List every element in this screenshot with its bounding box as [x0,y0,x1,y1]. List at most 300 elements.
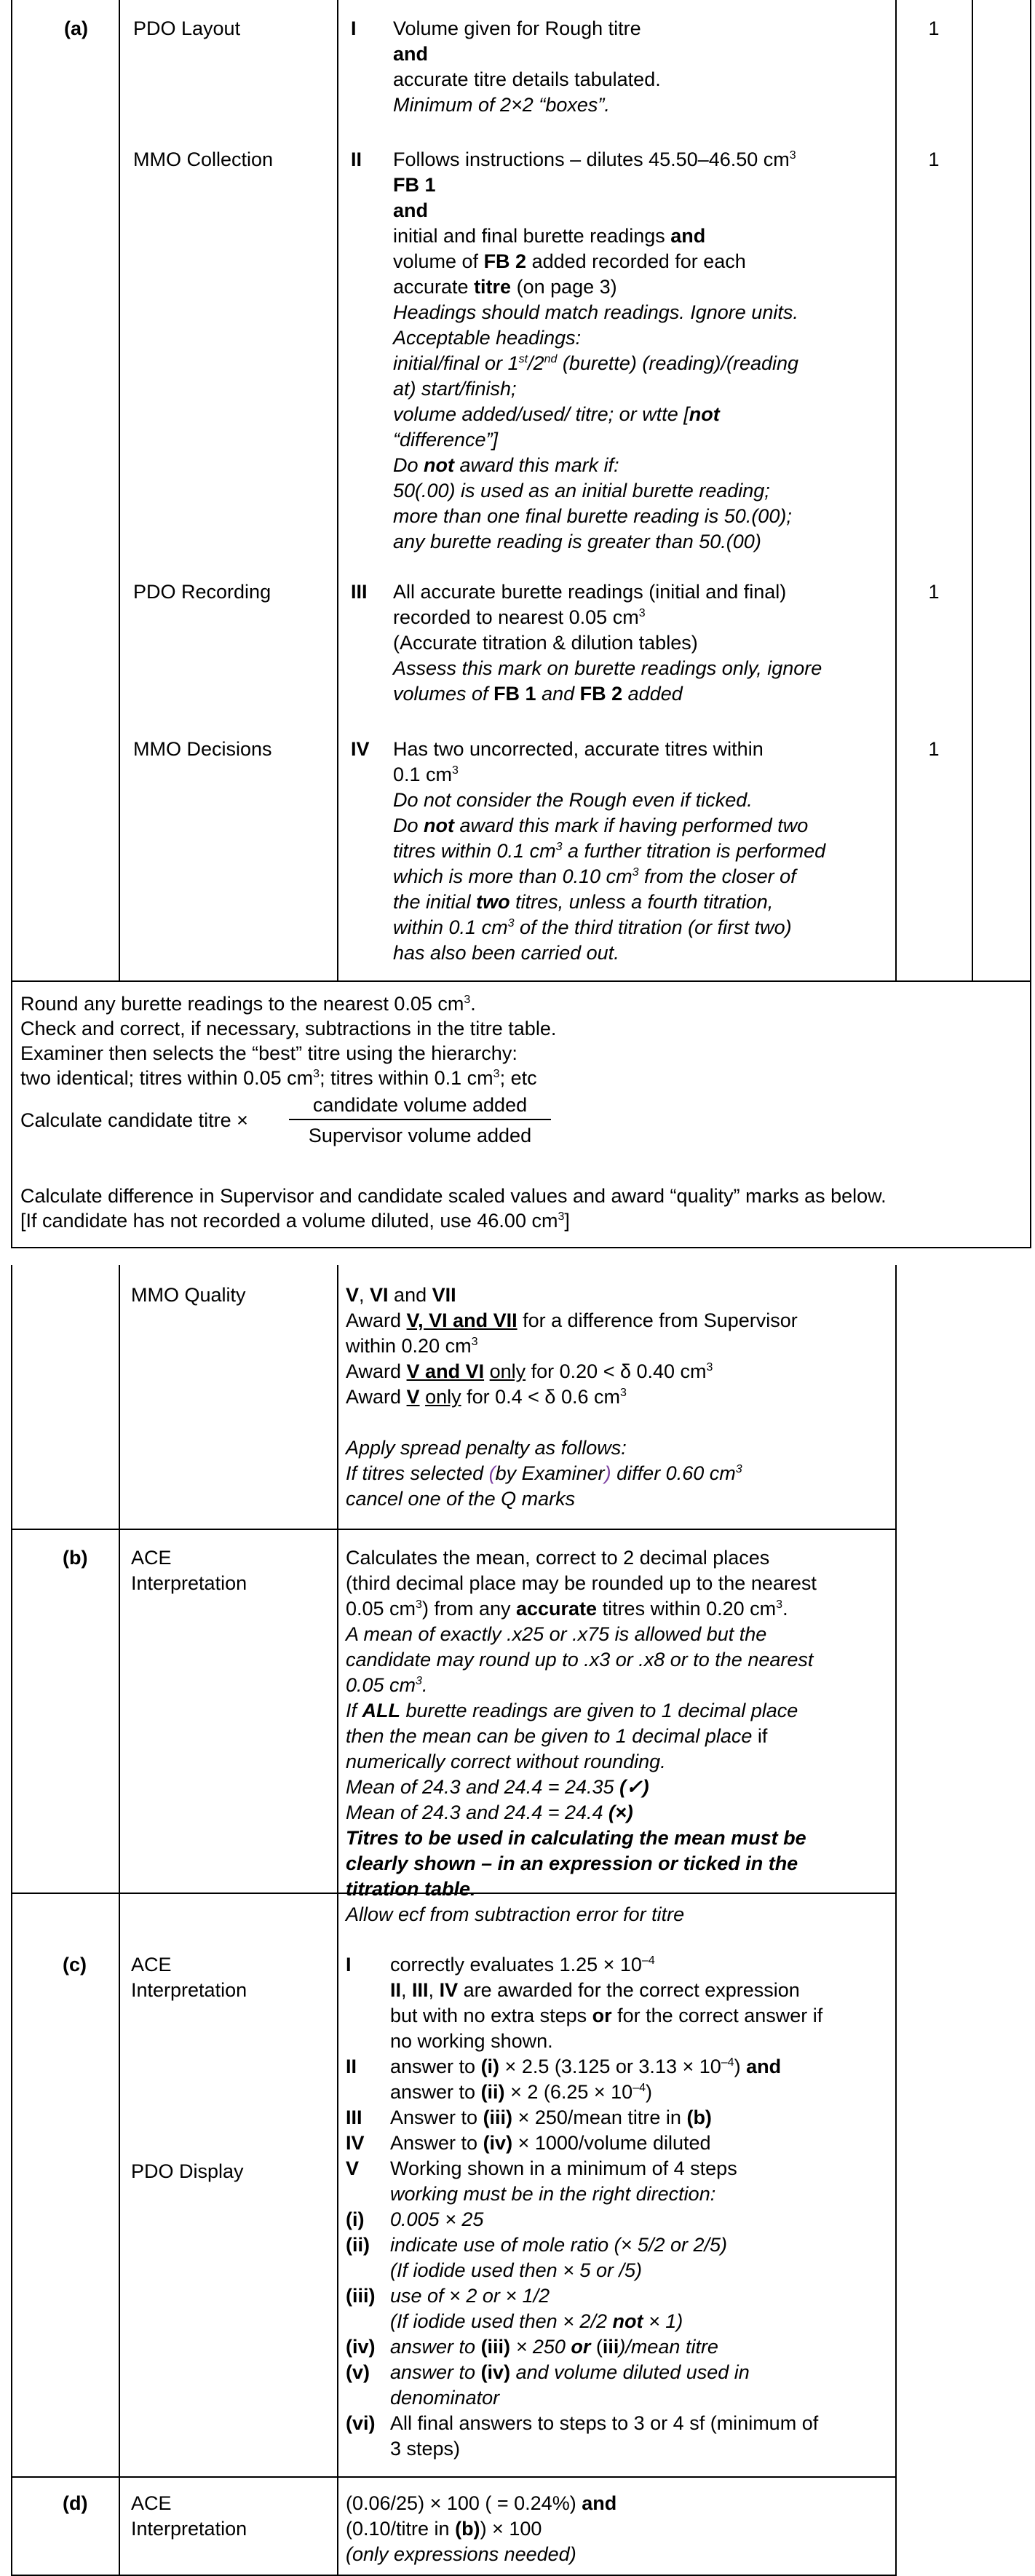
text-line [346,1698,798,1724]
mark-point-numeral: III [351,581,368,603]
superscript: 3 [471,1336,478,1348]
text-run: ; etc [499,1067,537,1089]
text-run: (×) [608,1802,633,1823]
text-line [346,1876,476,1902]
text-run: titration table. [346,1878,476,1900]
text-run: initial/final or 1 [393,352,519,374]
text-line [346,1461,742,1486]
item-text [390,2131,711,2156]
text-run: V [406,1386,420,1408]
text-line [393,173,436,198]
text-run: Award [346,1386,407,1408]
text-line [393,915,792,940]
text-run: (iii) [483,2107,513,2128]
mark-value: 1 [928,148,940,170]
text-line [346,1435,627,1461]
text-run: ( [590,2336,603,2358]
text-line [393,839,825,864]
item-key: (iii) [346,2285,376,2307]
text-run: working must be in the right direction: [390,2183,716,2205]
text-run: Answer to [390,2107,483,2128]
item-text [390,2054,781,2080]
text-run: titres, unless a fourth titration, [509,891,774,913]
text-run: FB 1 [493,683,536,705]
text-line [393,325,581,351]
mark-value: 1 [928,581,940,603]
item-text [390,1978,800,2003]
text-line [393,41,428,67]
text-line [393,762,459,788]
text-run: × 2.5 (3.125 or 3.13 × 10 [499,2056,721,2077]
text-line [393,889,773,915]
text-run: and [746,2056,782,2077]
item-key: V [346,2157,360,2179]
superscript: 3 [632,866,639,879]
text-run: (b) [455,2518,480,2540]
text-line [346,1486,575,1512]
text-line [393,427,498,453]
text-run: not [689,403,720,425]
superscript: 3 [776,1598,783,1611]
text-run: indicate use of mole ratio (× 5/2 or 2/5) [390,2234,727,2256]
text-run: accurate titre details tabulated. [393,68,661,90]
text-run: titres within 0.1 cm [393,840,556,862]
text-run: Mean of 24.3 and 24.4 = 24.35 [346,1776,620,1798]
text-run: Working shown in a minimum of 4 steps [390,2157,737,2179]
text-line [393,274,617,300]
item-key: (ii) [346,2234,370,2256]
item-text [390,2207,483,2232]
text-run: (burette) (reading)/(reading [557,352,799,374]
text-line [346,1851,798,1876]
text-run: 0.05 cm [346,1674,416,1696]
text-line [346,2516,542,2542]
text-run: ] [564,1210,570,1232]
fraction-bar [289,1119,551,1120]
text-run: Acceptable headings: [393,327,582,349]
item-text [390,2411,818,2436]
text-run: of the third titration (or first two) [514,916,792,938]
text-run: (0.06/25) × 100 ( = 0.24%) [346,2492,582,2514]
text-run: and volume diluted used in [510,2361,750,2383]
text-run: . [470,993,476,1015]
text-run: for 0.4 < δ 0.6 cm [461,1386,620,1408]
text-line [393,630,698,656]
text-run: (0.10/titre in [346,2518,456,2540]
text-line [393,223,705,249]
text-run: differ 0.60 cm [611,1462,736,1484]
text-line [393,16,641,41]
text-line [346,1596,788,1622]
text-run: Examiner then selects the “best” titre using the hierarchy: [20,1042,518,1064]
superscript: 3 [735,1463,742,1475]
note-line [20,1184,887,1209]
item-text [390,2258,642,2283]
text-run: two [476,891,510,913]
text-run: (If iodide used then × 2/2 [390,2310,613,2332]
text-run: V [346,1284,360,1306]
text-run: not [424,815,455,836]
text-run: V, VI and VII [406,1309,518,1331]
text-line [346,1800,633,1826]
text-run: Minimum of 2×2 “boxes”. [393,94,610,116]
text-run: answer to [390,2056,481,2077]
text-run: two identical; titres within 0.05 cm [20,1067,314,1089]
text-run: recorded to nearest 0.05 cm [393,606,639,628]
text-line [393,656,822,681]
text-line [393,67,661,92]
text-run: ( [488,1462,496,1484]
text-run: Has two uncorrected, accurate titres within [393,738,764,760]
note-line [20,1016,556,1042]
item-text [390,2080,652,2105]
text-line [346,1333,477,1359]
item-key: II [346,2056,357,2077]
item-text [390,2232,727,2258]
superscript: 3 [416,1675,422,1687]
text-run: Award [346,1309,407,1331]
text-run: accurate [515,1598,598,1620]
text-line [393,402,720,427]
text-run: volume added/used/ titre; or wtte [ [393,403,689,425]
text-line [393,376,517,402]
calc-prefix: Calculate candidate titre × [20,1109,248,1131]
text-run: numerically correct without rounding. [346,1751,666,1772]
text-line [346,2542,576,2567]
text-run: (ii) [480,2081,505,2103]
text-line [393,249,746,274]
note-line [20,991,476,1017]
text-run: titre [474,276,512,298]
text-run: , [359,1284,370,1306]
text-run: cancel one of the Q marks [346,1488,576,1510]
text-line [346,1622,766,1647]
item-text [390,2334,718,2360]
text-run: Mean of 24.3 and 24.4 = 24.4 [346,1802,609,1823]
text-run: ) from any [421,1598,516,1620]
item-key: (iv) [346,2336,376,2358]
superscript: 3 [507,917,515,930]
note-line [20,1066,537,1091]
text-run: for the correct answer if [611,2005,823,2026]
text-run: a further titration is performed [562,840,826,862]
superscript: 3 [416,1598,422,1611]
text-run: and [582,2492,617,2514]
text-run: and [670,225,706,247]
text-line [393,529,761,555]
skill-label: Interpretation [131,2518,247,2540]
text-run: and [393,199,429,221]
text-line [346,1775,649,1800]
superscript: 3 [638,607,646,619]
skill-label: Interpretation [131,1572,247,1594]
text-run: If titres selected [346,1462,489,1484]
text-run: , [428,1979,440,2001]
skill-label: PDO Recording [133,581,271,603]
mark-point-numeral: I [351,17,357,39]
text-run: initial and final burette readings [393,225,671,247]
text-run: Follows instructions – dilutes 45.50–46.50 cm [393,148,790,170]
text-run: but with no extra steps [390,2005,592,2026]
text-run: within 0.1 cm [393,916,508,938]
text-run: then the mean can be given to 1 decimal place [346,1725,753,1747]
text-run: accurate [393,276,475,298]
superscript: 3 [619,1387,627,1399]
text-run: titres within 0.20 cm [597,1598,777,1620]
text-run: (iv) [480,2361,511,2383]
text-line [346,1724,767,1749]
text-line [346,1647,813,1673]
item-text [390,2436,460,2462]
text-run: are awarded for the correct expression [458,1979,800,2001]
text-run: If [346,1700,362,1721]
text-run: has also been carried out. [393,942,619,964]
text-run: 50(.00) is used as an initial burette reading; [393,480,770,502]
text-run: ) [734,2056,747,2077]
text-run: by Examiner [495,1462,605,1484]
text-run: or [571,2336,591,2358]
text-line [346,1902,684,1927]
text-run: not [612,2310,643,2332]
text-run: × 1000/volume diluted [512,2132,711,2154]
superscript: 3 [452,764,459,777]
text-run: and [536,683,580,705]
text-line [346,1571,817,1596]
text-run: × 1) [643,2310,683,2332]
text-line [346,1359,713,1384]
text-line [346,1384,627,1410]
superscript: 3 [464,994,471,1006]
text-run: volumes of [393,683,494,705]
text-line [393,300,798,325]
text-run: Allow ecf from subtraction error for titre [346,1903,685,1925]
text-run: Calculates the mean, correct to 2 decimal places [346,1547,770,1569]
text-run: IV [439,1979,459,2001]
part-label-a: (a) [64,17,88,39]
superscript: nd [544,353,558,365]
text-run: denominator [390,2387,500,2409]
superscript: –4 [641,1954,655,1967]
text-run: 3 steps) [390,2438,461,2460]
item-text [390,1952,655,1978]
text-run: answer to [390,2361,481,2383]
text-run: III [412,1979,429,2001]
part-label: (d) [63,2492,88,2514]
text-line [393,681,683,707]
text-run: and [393,43,429,65]
text-run: (If iodide used then × 5 or /5) [390,2259,642,2281]
text-run: (✓) [619,1776,649,1798]
fraction-denominator: Supervisor volume added [308,1125,532,1146]
mark-point-numeral: IV [351,738,370,760]
text-run: from the closer of [638,865,796,887]
item-text [390,2385,499,2411]
text-run: Do [393,815,424,836]
text-line [393,813,808,839]
text-run: award this mark if having performed two [454,815,809,836]
text-run: )/mean titre [619,2336,718,2358]
item-text [390,2156,737,2181]
item-text [390,2029,553,2054]
item-key: IV [346,2132,365,2154]
text-line [393,504,792,529]
superscript: 3 [555,841,563,853]
text-run: or [592,2005,612,2026]
skill-label: PDO Layout [133,17,241,39]
text-line [393,198,428,223]
item-text [390,2181,715,2207]
mark-value: 1 [928,738,940,760]
text-run: VI [370,1284,389,1306]
text-line [346,1283,456,1308]
part-label: (b) [63,1547,88,1569]
superscript: st [518,353,528,365]
text-run: Volume given for Rough titre [393,17,641,39]
item-text [390,2283,550,2309]
text-line [393,605,646,630]
text-run: (only expressions needed) [346,2543,576,2565]
text-line [393,864,796,889]
skill-label: Interpretation [131,1979,247,2001]
text-run: Apply spread penalty as follows: [346,1437,627,1459]
text-run: use of × 2 or × 1/2 [390,2285,550,2307]
text-run: not [424,454,455,476]
text-line [393,92,610,118]
text-run: 0.005 × 25 [390,2208,484,2230]
text-run: ) [646,2081,652,2103]
skill-label: ACE [131,1954,172,1975]
text-run: (third decimal place may be rounded up to the nearest [346,1572,817,1594]
item-key: III [346,2107,362,2128]
mark-point-numeral: II [351,148,362,170]
text-run: (b) [686,2107,712,2128]
item-key: (vi) [346,2412,376,2434]
text-run: Award [346,1360,407,1382]
text-run: award this mark if: [454,454,619,476]
text-run: “difference”] [393,429,499,451]
text-line [346,1308,798,1333]
item-text [390,2003,822,2029]
text-run: , [401,1979,413,2001]
text-line [393,147,796,173]
superscript: 3 [789,149,796,162]
text-run: Titres to be used in calculating the mean must be [346,1827,806,1849]
text-run: the initial [393,891,477,913]
text-run: II [390,1979,402,2001]
text-run: clearly shown – in an expression or ticked in the [346,1852,798,1874]
text-run: answer to [390,2081,481,2103]
item-text [390,2105,712,2131]
skill-label: ACE [131,2492,172,2514]
text-run: more than one final burette reading is 50.(00); [393,505,792,527]
text-run [484,1360,490,1382]
text-run: Round any burette readings to the nearest 0.05 cm [20,993,464,1015]
skill-label: MMO Collection [133,148,274,170]
text-run: within 0.20 cm [346,1335,472,1357]
skill-label: PDO Display [131,2160,244,2182]
text-run: . [782,1598,788,1620]
text-run: × 2 (6.25 × 10 [504,2081,633,2103]
text-run: Do not consider the Rough even if ticked. [393,789,753,811]
text-line [393,453,619,478]
superscript: 3 [706,1361,713,1374]
text-run: for a difference from Supervisor [517,1309,798,1331]
text-line [346,1749,666,1775]
text-line [346,1545,769,1571]
text-run: V and VI [406,1360,485,1382]
superscript: 3 [313,1068,320,1080]
text-run: FB 2 [579,683,623,705]
text-run: (iv) [483,2132,513,2154]
text-run: answer to [390,2336,481,2358]
text-line [346,1673,427,1698]
text-line [346,1826,806,1851]
text-line [346,2491,616,2516]
text-run: ALL [362,1700,400,1721]
text-run: candidate may round up to .x3 or .x8 or to the nearest [346,1649,814,1671]
text-run: Do [393,454,424,476]
text-run: Assess this mark on burette readings only, ignore [393,657,822,679]
text-run: FB 2 [483,250,527,272]
text-run: volume of [393,250,484,272]
mark-value: 1 [928,17,940,39]
item-text [390,2360,750,2385]
text-run: Calculate difference in Supervisor and candidate scaled values and award “quality” marks as below. [20,1185,887,1207]
text-line [393,579,786,605]
text-run: iii [602,2336,619,2358]
text-run: only [425,1386,461,1408]
text-run: ; titres within 0.1 cm [320,1067,493,1089]
text-run: only [489,1360,526,1382]
text-run: /2 [528,352,544,374]
text-run: A mean of exactly .x25 or .x75 is allowed but the [346,1623,767,1645]
skill-label: ACE [131,1547,172,1569]
text-run: if [752,1725,768,1747]
superscript: –4 [632,2082,646,2094]
fraction-numerator: candidate volume added [312,1094,528,1116]
text-run: All accurate burette readings (initial and final) [393,581,787,603]
text-run: 0.1 cm [393,764,453,785]
text-run: VII [432,1284,456,1306]
text-run: ) × 100 [480,2518,542,2540]
text-run: any burette reading is greater than 50.(00) [393,531,761,552]
text-line [393,940,619,966]
text-run: (on page 3) [511,276,617,298]
item-text [390,2309,683,2334]
text-run [420,1386,426,1408]
text-run: ) [604,1462,611,1484]
text-run: added recorded for each [526,250,746,272]
text-run: correctly evaluates 1.25 × 10 [390,1954,642,1975]
note-line [20,1041,518,1066]
text-line [393,737,764,762]
item-key: I [346,1954,352,1975]
text-run: at) start/finish; [393,378,517,400]
text-run: FB 1 [393,174,436,196]
part-label: (c) [63,1954,87,1975]
text-run: burette readings are given to 1 decimal place [400,1700,798,1721]
text-run: and [388,1284,432,1306]
note-line [20,1208,570,1234]
text-run: × 250 [510,2336,571,2358]
text-run: All final answers to steps to 3 or 4 sf (minimum of [390,2412,819,2434]
text-run: (Accurate titration & dilution tables) [393,632,698,654]
text-run: Answer to [390,2132,483,2154]
text-run: which is more than 0.10 cm [393,865,632,887]
text-run: no working shown. [390,2030,553,2052]
item-key: (v) [346,2361,370,2383]
text-line [393,788,753,813]
